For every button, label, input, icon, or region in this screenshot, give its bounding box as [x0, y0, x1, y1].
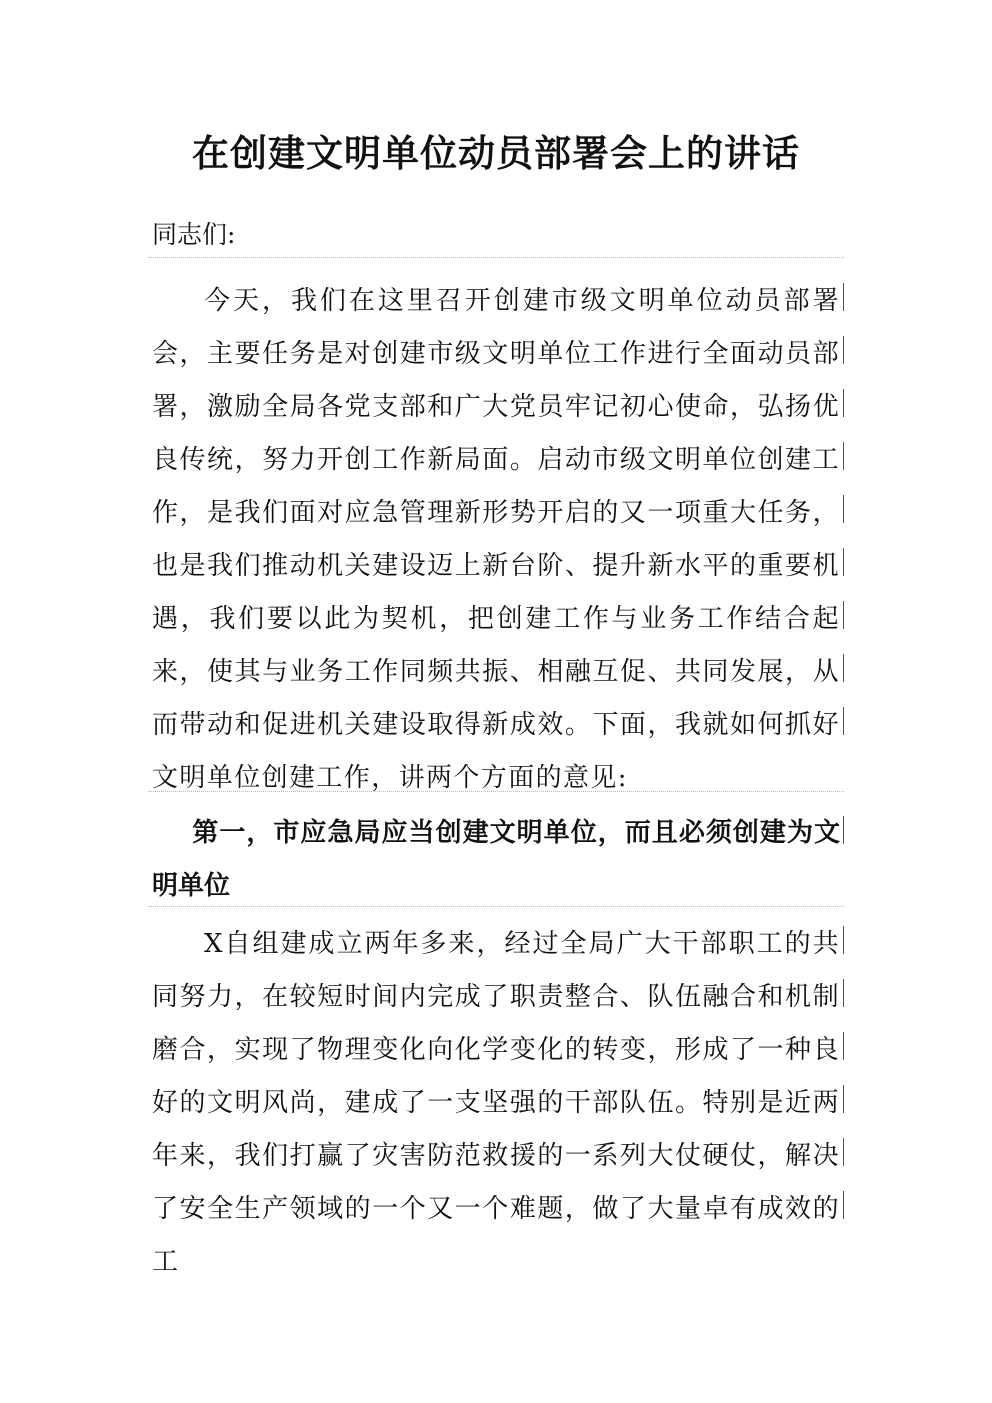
paragraph-divider — [148, 257, 844, 258]
line-end-mark — [843, 601, 844, 629]
line-end-mark — [843, 979, 844, 1007]
section-heading: 第一，市应急局应当创建文明单位，而且必须创建为文明单位 — [152, 818, 840, 901]
line-end-mark — [843, 442, 844, 470]
line-end-mark — [843, 816, 844, 844]
body-paragraph-section-one: X自组建成立两年多来，经过全局广大干部职工的共同努力，在较短时间内完成了职责整合、队伍融合和机制磨合，实现了物理变化向化学变化的转变，形成了一种良好的文明风尚，建成了一支坚强的干部队伍。特别是近两年来，我们打赢了灾害防范救援的一系列大仗硬仗，解决了安全生产领域的一个又一个难题，做了大量卓有成效的工 — [152, 929, 840, 1277]
line-end-mark — [843, 707, 844, 735]
document-title: 在创建文明单位动员部署会上的讲话 — [192, 131, 800, 175]
line-end-mark — [843, 336, 844, 364]
line-end-mark — [843, 1138, 844, 1166]
line-end-mark — [843, 1085, 844, 1113]
line-end-mark — [843, 548, 844, 576]
line-end-mark — [843, 1032, 844, 1060]
line-end-mark — [843, 389, 844, 417]
paragraph-divider — [148, 906, 844, 907]
paragraph-divider — [148, 791, 844, 792]
salutation: 同志们: — [152, 220, 236, 249]
line-end-mark — [843, 495, 844, 523]
line-end-mark — [843, 283, 844, 311]
body-paragraph-intro: 今天，我们在这里召开创建市级文明单位动员部署会，主要任务是对创建市级文明单位工作进行全面动员部署，激励全局各党支部和广大党员牢记初心使命，弘扬优良传统，努力开创工作新局面。启动市级文明单位创建工作，是我们面对应急管理新形势开启的又一项重大任务，也是我们推动机关建设迈上新台阶、提升新水平的重要机遇，我们要以此为契机，把创建工作与业务工作结合起来，使其与业务工作同频共振、相融互促、共同发展，从而带动和促进机关建设取得新成效。下面，我就如何抓好文明单位创建工作，讲两个方面的意见: — [152, 286, 840, 793]
line-end-mark — [843, 1191, 844, 1219]
line-end-mark — [843, 654, 844, 682]
line-end-mark — [843, 926, 844, 954]
